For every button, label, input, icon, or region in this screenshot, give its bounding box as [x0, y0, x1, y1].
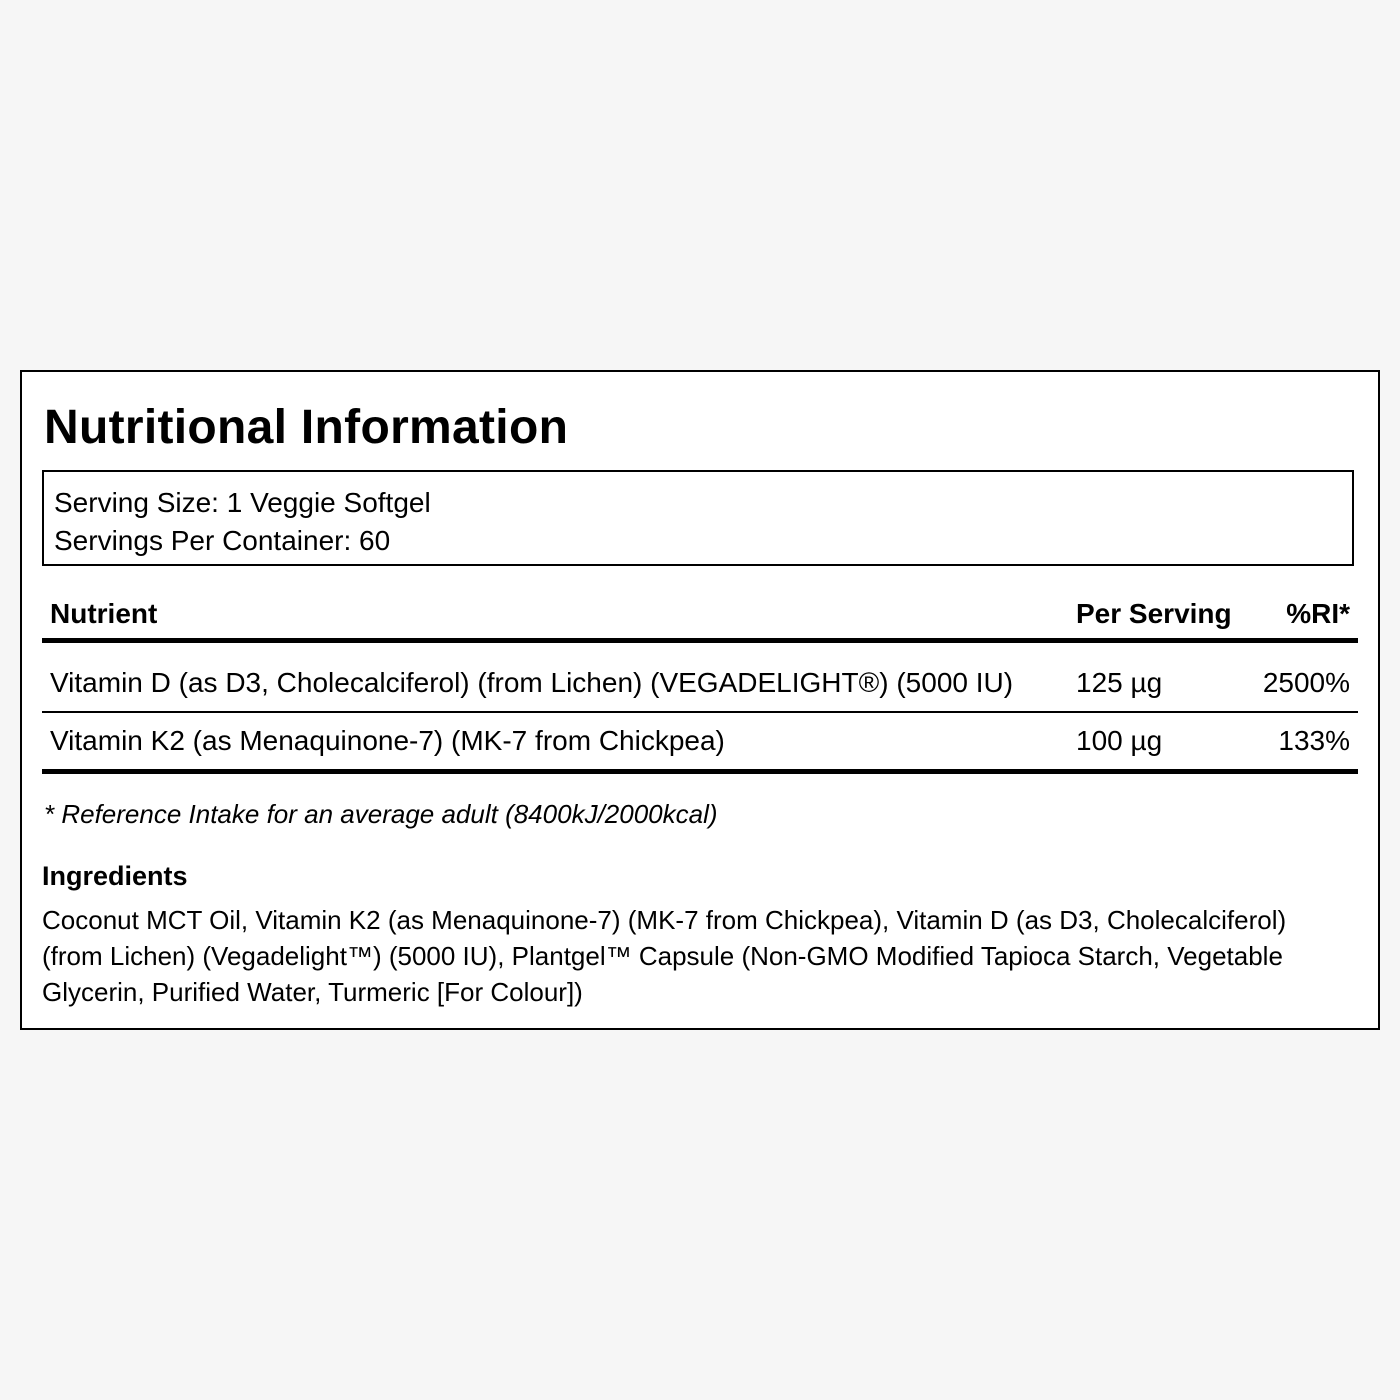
serving-size: Serving Size: 1 Veggie Softgel	[54, 487, 431, 518]
ingredients-heading: Ingredients	[42, 861, 188, 891]
nutrient-name: Vitamin D (as D3, Cholecalciferol) (from Lichen) (VEGADELIGHT®) (5000 IU)	[50, 667, 1014, 698]
ingredients-list: Coconut MCT Oil, Vitamin K2 (as Menaquinone-7) (MK-7 from Chickpea), Vitamin D (as D3, Cholecalciferol) (from Lichen) (Vegadelight™) (5000 IU), Plantgel™ Capsule (Non-GMO Modified Tapioca Starch, Vegetable Glycerin, Purified Water, Turmeric [For Colour])	[42, 905, 1287, 1007]
header-nutrient: Nutrient	[50, 598, 158, 629]
ri-value: 133%	[1278, 725, 1350, 756]
header-per-serving: Per Serving	[1076, 598, 1232, 629]
nutrition-panel	[20, 370, 1380, 1030]
ri-value: 2500%	[1262, 667, 1350, 698]
header-divider	[42, 638, 1358, 643]
table-row	[42, 655, 1358, 711]
table-row	[42, 713, 1358, 769]
header-ri: %RI*	[1286, 598, 1350, 629]
table-header-row	[42, 590, 1358, 638]
per-serving-value: 100 µg	[1076, 725, 1163, 756]
table-bottom-divider	[42, 769, 1358, 774]
reference-intake-footnote: * Reference Intake for an average adult (8400kJ/2000kcal)	[44, 799, 718, 829]
per-serving-value: 125 µg	[1076, 667, 1163, 698]
panel-title: Nutritional Information	[44, 401, 569, 454]
nutrient-table	[42, 590, 1358, 774]
serving-info-box	[42, 470, 1354, 566]
nutrient-name: Vitamin K2 (as Menaquinone-7) (MK-7 from Chickpea)	[50, 725, 725, 756]
servings-per-container: Servings Per Container: 60	[54, 525, 391, 556]
